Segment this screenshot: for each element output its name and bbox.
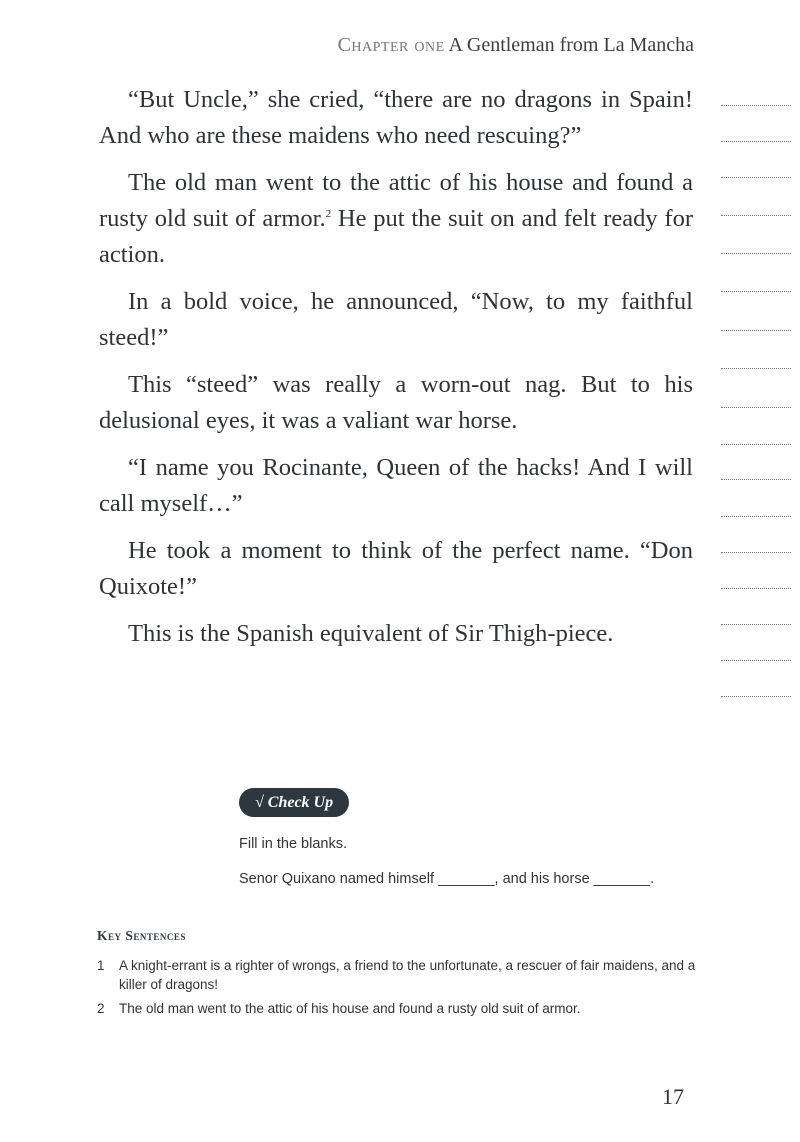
exercise-instruction: Fill in the blanks. bbox=[239, 836, 347, 852]
note-line bbox=[721, 105, 791, 106]
paragraph-6: He took a moment to think of the perfect name. “Don Quixote!” bbox=[99, 537, 693, 600]
paragraph-7: This is the Spanish equivalent of Sir Thigh-piece. bbox=[128, 620, 614, 647]
note-line bbox=[721, 330, 791, 331]
story-text bbox=[99, 82, 693, 663]
paragraph-2-text-b: He put the suit on and felt ready for action. bbox=[99, 205, 693, 268]
paragraph-5: “I name you Rocinante, Queen of the hacks! And I will call myself…” bbox=[99, 454, 693, 517]
paragraph-3: In a bold voice, he announced, “Now, to my faithful steed!” bbox=[99, 288, 693, 351]
note-line bbox=[721, 696, 791, 697]
note-line bbox=[721, 516, 791, 517]
key-sentence-item bbox=[97, 956, 697, 994]
note-line bbox=[721, 215, 791, 216]
paragraph-4: This “steed” was really a worn-out nag. But to his delusional eyes, it was a valiant war horse. bbox=[99, 371, 693, 434]
note-line bbox=[721, 177, 791, 178]
paragraph-2-text-a: The old man went to the attic of his house and found a rusty old suit of armor. bbox=[99, 169, 693, 232]
paragraph-2 bbox=[99, 165, 693, 273]
key-sentences-title: Key Sentences bbox=[97, 928, 186, 943]
check-up-badge: √ Check Up bbox=[239, 788, 349, 817]
note-line bbox=[721, 291, 791, 292]
page-number: 17 bbox=[662, 1084, 684, 1109]
footnote-marker: 2 bbox=[325, 207, 332, 220]
key-sentence-number: 2 bbox=[97, 1001, 105, 1016]
key-sentence-number: 1 bbox=[97, 958, 105, 973]
note-line bbox=[721, 407, 791, 408]
chapter-title: A Gentleman from La Mancha bbox=[448, 34, 694, 56]
note-line bbox=[721, 368, 791, 369]
key-sentence-text: A knight-errant is a righter of wrongs, a friend to the unfortunate, a rescuer of fair maidens, and a killer of dragons! bbox=[119, 958, 696, 992]
chapter-label: Chapter one bbox=[337, 34, 445, 56]
note-line bbox=[721, 624, 791, 625]
note-line bbox=[721, 552, 791, 553]
note-line bbox=[721, 479, 791, 480]
note-line bbox=[721, 141, 791, 142]
exercise-sentence: Senor Quixano named himself _______, and his horse _______. bbox=[239, 871, 655, 887]
key-sentence-text: The old man went to the attic of his house and found a rusty old suit of armor. bbox=[119, 1001, 581, 1016]
note-line bbox=[721, 444, 791, 445]
note-line bbox=[721, 588, 791, 589]
running-header bbox=[338, 34, 694, 57]
margin-note-lines bbox=[721, 0, 791, 1142]
paragraph-1: “But Uncle,” she cried, “there are no dragons in Spain! And who are these maidens who need rescuing?” bbox=[99, 86, 693, 149]
note-line bbox=[721, 253, 791, 254]
key-sentence-item bbox=[97, 999, 697, 1018]
note-line bbox=[721, 660, 791, 661]
